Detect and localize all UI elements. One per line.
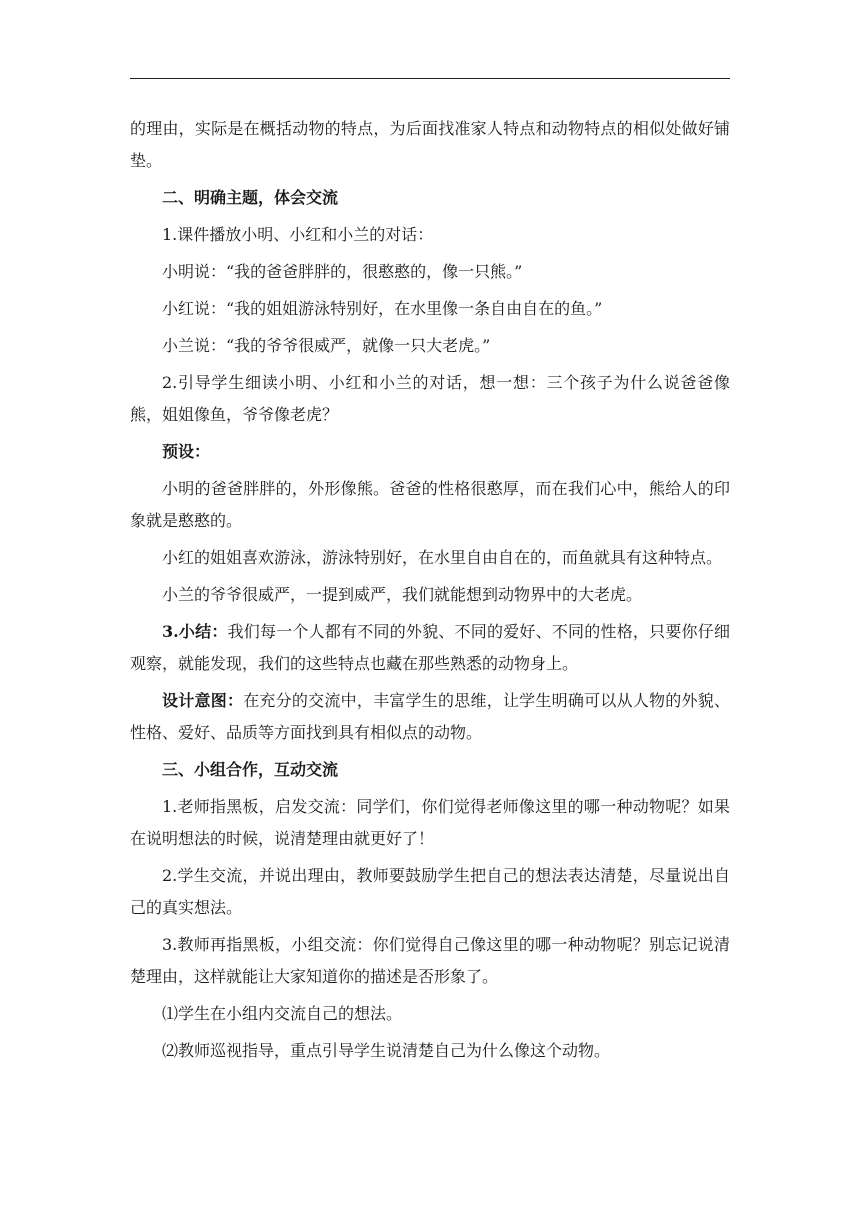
paragraph <box>130 436 730 468</box>
paragraph-lead: 设计意图： <box>162 691 244 710</box>
paragraph <box>130 998 730 1030</box>
paragraph <box>130 685 730 749</box>
paragraph <box>130 182 730 214</box>
paragraph <box>130 256 730 288</box>
paragraph-text: 小兰的爷爷很威严，一提到威严，我们就能想到动物界中的大老虎。 <box>162 585 643 604</box>
paragraph <box>130 860 730 924</box>
document-body <box>130 113 730 1072</box>
paragraph-text: 的理由，实际是在概括动物的特点，为后面找准家人特点和动物特点的相似处做好铺垫。 <box>130 119 730 170</box>
paragraph <box>130 1035 730 1067</box>
paragraph-text: 3.教师再指黑板，小组交流：你们觉得自己像这里的哪一种动物呢？别忘记说清楚理由，这样就能让大家知道你的描述是否形象了。 <box>130 935 730 986</box>
paragraph-text: 在充分的交流中，丰富学生的思维，让学生明确可以从人物的外貌、性格、爱好、品质等方面找到具有相似点的动物。 <box>130 691 730 742</box>
paragraph-lead: 二、明确主题，体会交流 <box>162 188 339 207</box>
paragraph-text: 小红说：“我的姐姐游泳特别好，在水里像一条自由自在的鱼。” <box>162 299 603 318</box>
paragraph <box>130 929 730 993</box>
paragraph-text: 1.老师指黑板，启发交流：同学们，你们觉得老师像这里的哪一种动物呢？如果在说明想法的时候，说清楚理由就更好了！ <box>130 797 730 848</box>
paragraph-text: 1.课件播放小明、小红和小兰的对话： <box>162 225 434 244</box>
paragraph <box>130 754 730 786</box>
paragraph <box>130 616 730 680</box>
paragraph-text: 小兰说：“我的爷爷很威严，就像一只大老虎。” <box>162 336 491 355</box>
paragraph-lead: 3.小结： <box>162 622 228 641</box>
paragraph <box>130 579 730 611</box>
paragraph <box>130 542 730 574</box>
paragraph-text: 小明的爸爸胖胖的，外形像熊。爸爸的性格很憨厚，而在我们心中，熊给人的印象就是憨憨的。 <box>130 479 730 530</box>
paragraph-text: 小明说：“我的爸爸胖胖的，很憨憨的，像一只熊。” <box>162 262 523 281</box>
paragraph-lead: 预设： <box>162 442 211 461</box>
paragraph <box>130 293 730 325</box>
paragraph <box>130 367 730 431</box>
paragraph-text: 2.学生交流，并说出理由，教师要鼓励学生把自己的想法表达清楚，尽量说出自己的真实想法。 <box>130 866 730 917</box>
paragraph-text: 小红的姐姐喜欢游泳，游泳特别好，在水里自由自在的，而鱼就具有这种特点。 <box>162 548 723 567</box>
paragraph <box>130 473 730 537</box>
paragraph-text: ⑴学生在小组内交流自己的想法。 <box>162 1004 403 1023</box>
paragraph-text: 我们每一个人都有不同的外貌、不同的爱好、不同的性格，只要你仔细观察，就能发现，我们的这些特点也藏在那些熟悉的动物身上。 <box>130 622 730 673</box>
paragraph-text: ⑵教师巡视指导，重点引导学生说清楚自己为什么像这个动物。 <box>162 1041 611 1060</box>
header-rule <box>130 78 730 79</box>
paragraph <box>130 791 730 855</box>
paragraph-text: 2.引导学生细读小明、小红和小兰的对话，想一想：三个孩子为什么说爸爸像熊，姐姐像鱼，爷爷像老虎？ <box>130 373 730 424</box>
paragraph-lead: 三、小组合作，互动交流 <box>162 760 339 779</box>
paragraph <box>130 113 730 177</box>
paragraph <box>130 219 730 251</box>
paragraph <box>130 330 730 362</box>
